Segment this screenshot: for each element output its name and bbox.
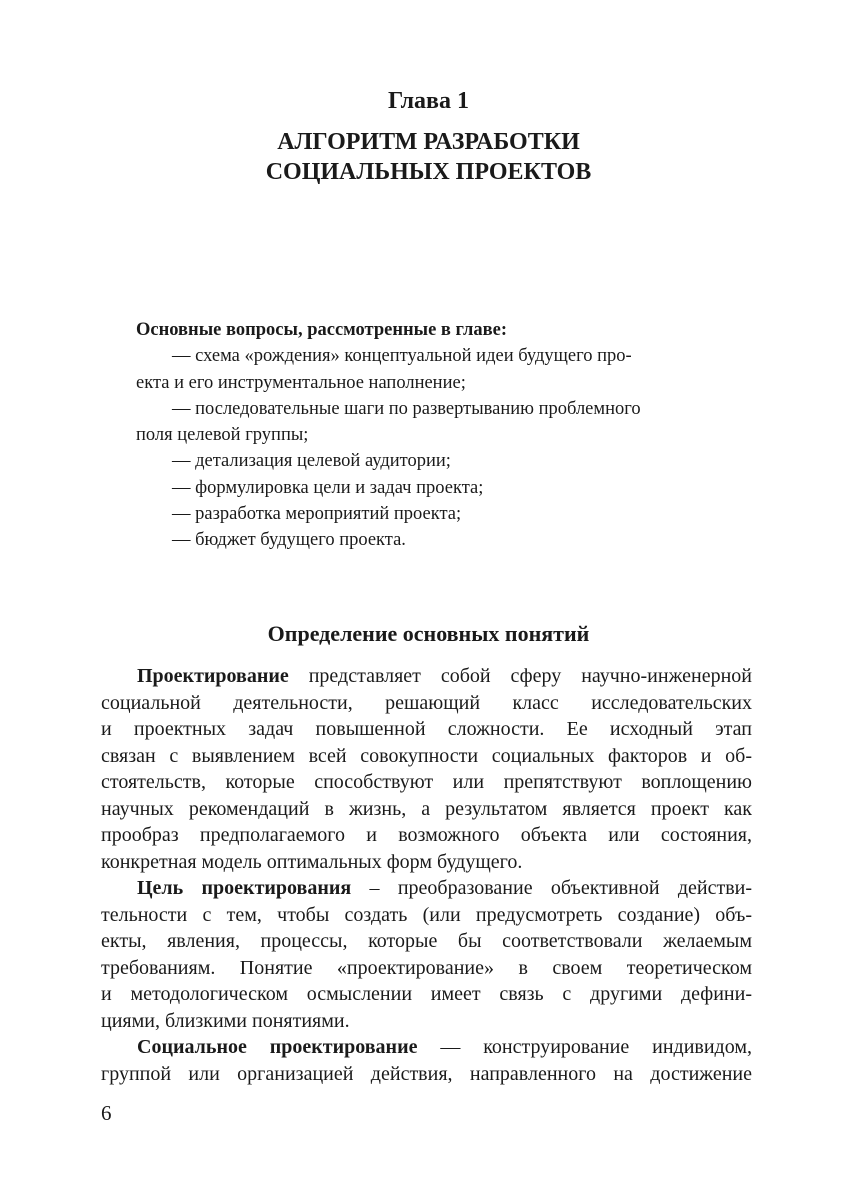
question-item: — формулировка цели и задач проекта; bbox=[172, 477, 484, 498]
question-item: — последовательные шаги по развертыванию проблемного bbox=[172, 398, 641, 419]
paragraph-line bbox=[101, 663, 752, 690]
paragraph-line: циями, близкими понятиями. bbox=[101, 1009, 350, 1032]
question-item: — схема «рождения» концептуальной идеи будущего про- bbox=[172, 346, 632, 367]
questions-heading: Основные вопросы, рассмотренные в главе: bbox=[136, 320, 508, 340]
question-item-continuation: поля целевой группы; bbox=[136, 425, 309, 446]
question-item-continuation: екта и его инструментальное наполнение; bbox=[136, 372, 466, 393]
paragraph-text: — конструирование индивидом, bbox=[417, 1036, 753, 1058]
paragraph-line: социальной деятельности, решающий класс исследовательских bbox=[101, 691, 752, 714]
paragraph-text: – преобразование объективной действи- bbox=[351, 877, 752, 899]
chapter-title bbox=[0, 127, 857, 187]
paragraph-line: научных рекомендаций в жизнь, а результатом является проект как bbox=[101, 797, 752, 820]
page-number: 6 bbox=[101, 1101, 112, 1125]
paragraph-line: тельности с тем, чтобы создать (или предусмотреть создание) объ- bbox=[101, 903, 752, 926]
question-item: — бюджет будущего проекта. bbox=[172, 530, 406, 551]
paragraph-text: представляет собой сферу научно-инженерной bbox=[288, 665, 752, 687]
paragraph-line: связан с выявлением всей совокупности социальных факторов и об- bbox=[101, 744, 752, 767]
paragraph-line: и проектных задач повышенной сложности. Ее исходный этап bbox=[101, 718, 752, 740]
body-text bbox=[101, 663, 752, 1087]
term-bold: Проектирование bbox=[137, 665, 289, 687]
section-title: Определение основных понятий bbox=[267, 621, 590, 646]
term-bold: Цель проектирования bbox=[137, 877, 352, 899]
chapter-number: Глава 1 bbox=[388, 88, 469, 114]
paragraph-line: требованиям. Понятие «проектирование» в своем теоретическом bbox=[101, 956, 752, 979]
paragraph-line: группой или организацией действия, направленного на достижение bbox=[101, 1062, 752, 1085]
term-bold: Социальное проектирование bbox=[137, 1036, 418, 1058]
paragraph-line: стоятельств, которые способствуют или препятствуют воплощению bbox=[101, 771, 752, 793]
question-item: — разработка мероприятий проекта; bbox=[172, 504, 462, 525]
paragraph-line: конкретная модель оптимальных форм будущего. bbox=[101, 850, 523, 873]
chapter-title-line: СОЦИАЛЬНЫХ ПРОЕКТОВ bbox=[265, 159, 592, 185]
chapter-questions bbox=[136, 317, 716, 554]
chapter-title-line: АЛГОРИТМ РАЗРАБОТКИ bbox=[277, 129, 580, 155]
paragraph-line: прообраз предполагаемого и возможного объекта или состояния, bbox=[101, 824, 752, 846]
paragraph-line bbox=[101, 875, 752, 902]
question-item: — детализация целевой аудитории; bbox=[172, 451, 451, 472]
paragraph-line: екты, явления, процессы, которые бы соответствовали желаемым bbox=[101, 930, 752, 952]
paragraph-line: и методологическом осмыслении имеет связь с другими дефини- bbox=[101, 983, 752, 1005]
paragraph-line bbox=[101, 1034, 752, 1061]
